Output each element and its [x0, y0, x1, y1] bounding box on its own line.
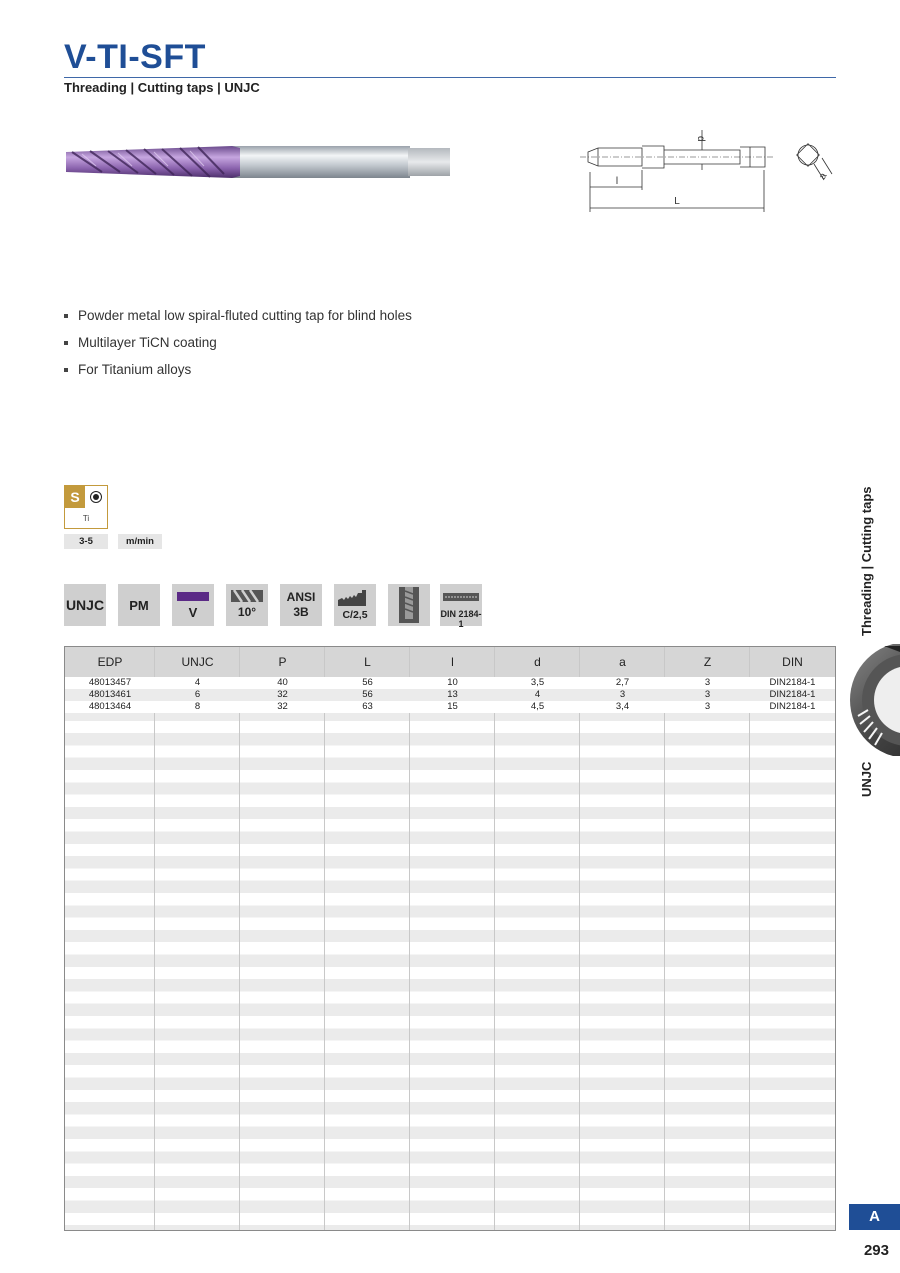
col-header-d: d — [534, 655, 541, 669]
feature-list — [64, 308, 412, 389]
helix-angle-icon: 10° — [226, 584, 268, 626]
side-category-label: Threading | Cutting taps — [859, 486, 874, 636]
cutting-speed-value: 3-5 — [64, 534, 108, 549]
recommended-dot-icon — [89, 490, 103, 504]
col-header-a: a — [619, 655, 626, 669]
pm-icon: PM — [118, 584, 160, 626]
section-tab: A — [849, 1204, 900, 1230]
col-header-unjc: UNJC — [181, 655, 214, 669]
table-row: 48013457 4 40 56 10 3,5 2,7 3 DIN2184-1 — [65, 677, 835, 689]
tap-product-image — [62, 136, 454, 188]
side-thread-label: UNJC — [859, 761, 874, 797]
col-header-z: Z — [703, 655, 712, 669]
table-row: 48013464 8 32 63 15 4,5 3,4 3 DIN2184-1 — [65, 701, 835, 713]
page-title: V-TI-SFT — [64, 38, 206, 76]
dim-label-a: a — [817, 171, 830, 182]
column-divider — [664, 647, 665, 1230]
dim-label-L: L — [674, 196, 680, 207]
bullet-icon — [64, 368, 68, 372]
din-standard-icon: DIN 2184-1 — [440, 584, 482, 626]
page-subtitle: Threading | Cutting taps | UNJC — [64, 80, 260, 95]
column-divider — [154, 647, 155, 1230]
column-divider — [579, 647, 580, 1230]
title-divider — [64, 77, 836, 78]
column-divider — [749, 647, 750, 1230]
blind-hole-icon — [388, 584, 430, 626]
tap-dimension-drawing — [570, 122, 850, 217]
col-header-edp: EDP — [97, 655, 123, 669]
column-divider — [494, 647, 495, 1230]
material-label: Ti — [82, 514, 90, 523]
coating-icon: V — [172, 584, 214, 626]
dim-label-d: d — [695, 136, 706, 142]
col-header-L: L — [364, 655, 371, 669]
cutting-speed-unit: m/min — [118, 534, 162, 549]
tap-outline-icon — [443, 591, 479, 603]
column-divider — [324, 647, 325, 1230]
tap-cutter-graphic — [844, 644, 900, 756]
chamfer-profile-icon — [338, 590, 372, 606]
page-number: 293 — [863, 1242, 889, 1259]
chamfer-icon: C/2,5 — [334, 584, 376, 626]
col-header-l: l — [451, 655, 454, 669]
product-table — [64, 646, 836, 1231]
feature-item: Multilayer TiCN coating — [64, 335, 412, 362]
unjc-icon: UNJC — [64, 584, 106, 626]
material-group-letter: S — [65, 486, 85, 508]
column-divider — [239, 647, 240, 1230]
col-header-p: P — [278, 655, 287, 669]
dim-label-l: l — [615, 176, 619, 187]
table-header — [65, 647, 835, 678]
thread-hole-icon — [399, 587, 419, 623]
spiral-flute-icon — [231, 590, 263, 602]
bullet-icon — [64, 314, 68, 318]
feature-item: Powder metal low spiral-fluted cutting tap for blind holes — [64, 308, 412, 335]
table-row: 48013461 6 32 56 13 4 3 3 DIN2184-1 — [65, 689, 835, 701]
material-group-box — [64, 485, 108, 529]
tolerance-icon: ANSI 3B — [280, 584, 322, 626]
bullet-icon — [64, 341, 68, 345]
col-header-din: DIN — [782, 655, 803, 669]
column-divider — [409, 647, 410, 1230]
feature-item: For Titanium alloys — [64, 362, 412, 389]
